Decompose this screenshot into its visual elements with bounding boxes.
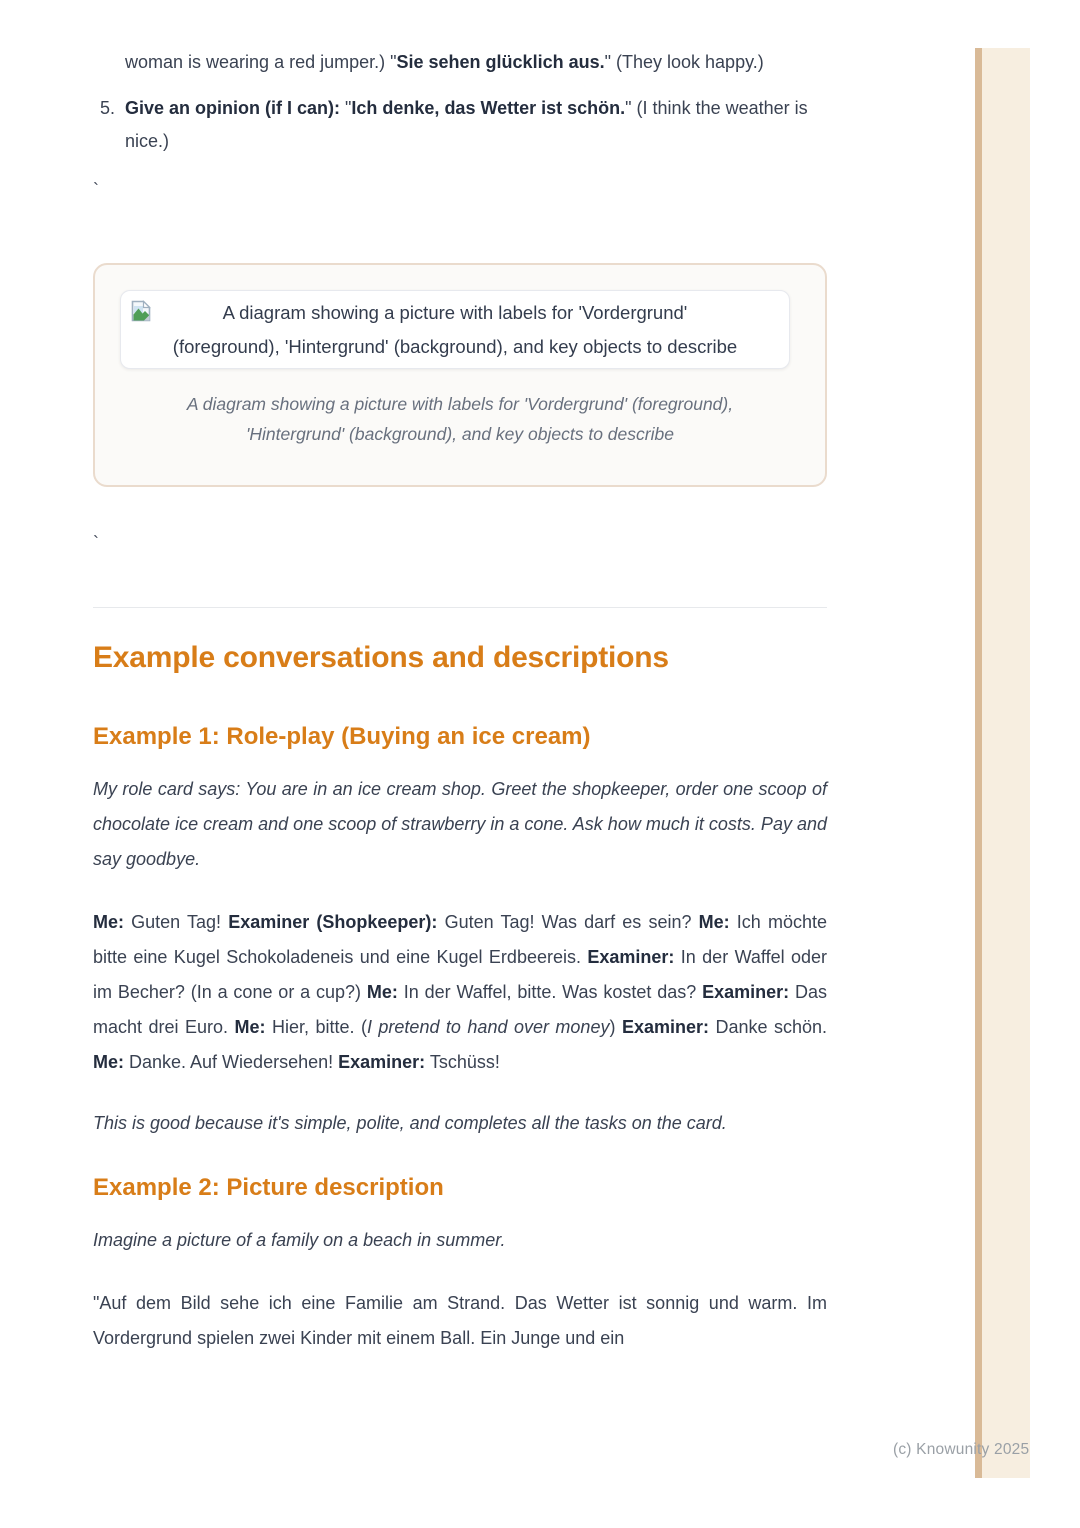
section-divider [93, 607, 827, 608]
example2-intro: Imagine a picture of a family on a beach in summer. [93, 1230, 506, 1250]
list-item-5 [93, 92, 827, 158]
example1-conversation: Me: Guten Tag! Examiner (Shopkeeper): Guten Tag! Was darf es sein? Me: Ich möchte bitte eine Kugel Schokoladeneis und eine Kugel Erdbeereis. Examiner: In der Waffel oder im Becher? (In a cone or a cup?) Me: In der Waffel, bitte. Was kostet das? Examiner: Das macht drei Euro. Me: Hier, bitte. (I pretend to hand over money) Examiner: Danke schön. Me: Danke. Auf Wiedersehen! Examiner: Tschüss! [93, 912, 828, 1072]
stray-backtick: ` [93, 533, 99, 553]
list-item-number: 5. [100, 98, 116, 118]
numbered-list [93, 0, 827, 158]
broken-image-alt-box [120, 290, 790, 369]
alt-text-line: A diagram showing a picture with labels for 'Vordergrund' [222, 302, 688, 323]
alt-text-line: (foreground), 'Hintergrund' (background), and key objects to describe [172, 336, 738, 357]
example1-comment: This is good because it's simple, polite, and completes all the tasks on the card. [93, 1113, 727, 1133]
watermark: (c) Knowunity 2025 [893, 1441, 1030, 1458]
broken-image-icon [131, 299, 151, 321]
list-item-4-continuation [93, 46, 827, 79]
example1-heading: Example 1: Role-play (Buying an ice cream) [93, 723, 591, 750]
caption-line: A diagram showing a picture with labels for 'Vordergrund' (foreground), [186, 394, 734, 414]
example2-description: "Auf dem Bild sehe ich eine Familie am Strand. Das Wetter ist sonnig und warm. Im Vordergrund spielen zwei Kinder mit einem Ball. Ein Junge und ein [93, 1293, 827, 1348]
stray-backtick: ` [93, 180, 99, 200]
example2-heading: Example 2: Picture description [93, 1174, 444, 1201]
page-edge-strip [975, 48, 1030, 1478]
figure-caption [120, 389, 800, 449]
example1-role-card: My role card says: You are in an ice cream shop. Greet the shopkeeper, order one scoop of chocolate ice cream and one scoop of strawberry in a cone. Ask how much it costs. Pay and say goodbye. [93, 779, 827, 869]
figure-card [93, 263, 827, 487]
list-item-text: Give an opinion (if I can): "Ich denke, das Wetter ist schön." (I think the weather is nice.) [125, 98, 808, 151]
list-item-text: woman is wearing a red jumper.) "Sie sehen glücklich aus." (They look happy.) [125, 52, 764, 72]
caption-line: 'Hintergrund' (background), and key objects to describe [246, 424, 674, 444]
section-heading: Example conversations and descriptions [93, 641, 669, 674]
document-content [93, 0, 827, 1356]
